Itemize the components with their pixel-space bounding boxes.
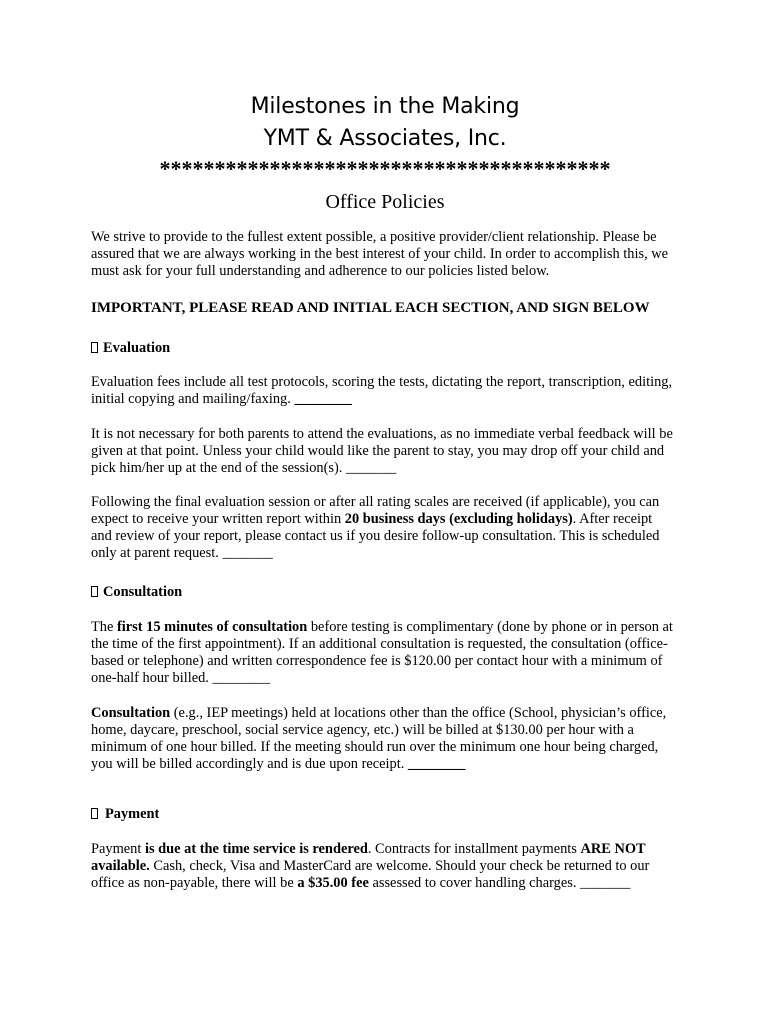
line-text: initial copying and mailing/faxing. bbox=[91, 391, 295, 407]
paragraph-line bbox=[91, 705, 666, 722]
intro-paragraph bbox=[91, 229, 668, 280]
paragraph-line: one-half hour billed. ________ bbox=[91, 670, 271, 686]
emphasis-text: Consultation bbox=[91, 705, 171, 721]
payment-terms-paragraph bbox=[91, 841, 649, 892]
line-text: (e.g., IEP meetings) held at locations other than the office (School, physician’s office, bbox=[170, 705, 667, 721]
asterisk-divider: ***************************************** bbox=[159, 156, 611, 181]
consultation-fees-paragraph bbox=[91, 619, 673, 687]
paragraph-line bbox=[91, 511, 659, 528]
evaluation-report-paragraph bbox=[91, 494, 659, 562]
line-text: before testing is complimentary (done by phone or in person at bbox=[307, 619, 673, 635]
line-text: assessed to cover handling charges. _______ bbox=[368, 875, 631, 891]
paragraph-line: given at that point. Unless your child would like the parent to stay, you may drop off your child and bbox=[91, 443, 665, 459]
line-text: office as non-payable, there will be bbox=[91, 875, 298, 891]
line-text: expect to receive your written report within bbox=[91, 511, 345, 527]
important-notice: IMPORTANT, PLEASE READ AND INITIAL EACH SECTION, AND SIGN BELOW bbox=[91, 300, 650, 316]
paragraph-line bbox=[91, 391, 672, 408]
consultation-offsite-paragraph bbox=[91, 705, 666, 773]
line-text: Payment bbox=[91, 841, 145, 857]
emphasis-text: 20 business days (excluding holidays) bbox=[344, 511, 573, 527]
checkbox-icon bbox=[91, 586, 98, 597]
intro-line: must ask for your full understanding and adherence to our policies listed below. bbox=[91, 263, 550, 279]
paragraph-line bbox=[91, 841, 649, 858]
consultation-heading-label: Consultation bbox=[103, 584, 183, 600]
emphasis-text: first 15 minutes of consultation bbox=[116, 619, 308, 635]
paragraph-line: only at parent request. _______ bbox=[91, 545, 273, 561]
evaluation-fees-paragraph bbox=[91, 374, 672, 408]
evaluation-heading bbox=[91, 340, 170, 357]
document-title: Office Policies bbox=[325, 191, 445, 213]
paragraph-line: and review of your report, please contact us if you desire follow-up consultation. This is scheduled bbox=[91, 528, 660, 544]
paragraph-line: based or telephone) and written correspondence fee is $120.00 per contact hour with a minimum of bbox=[91, 653, 663, 669]
paragraph-line bbox=[91, 858, 649, 875]
initial-blank: ________ bbox=[294, 391, 352, 407]
emphasis-text: a $35.00 fee bbox=[297, 875, 369, 891]
emphasis-text: ARE NOT bbox=[580, 841, 646, 857]
paragraph-line: minimum of one hour billed. If the meeting should run over the minimum one hour being charged, bbox=[91, 739, 659, 755]
intro-line: We strive to provide to the fullest extent possible, a positive provider/client relationship. Please be bbox=[91, 229, 657, 245]
paragraph-line: pick him/her up at the end of the session(s). _______ bbox=[91, 460, 397, 476]
paragraph-line: Evaluation fees include all test protocols, scoring the tests, dictating the report, transcription, editing, bbox=[91, 374, 673, 390]
company-name: YMT & Associates, Inc. bbox=[263, 126, 507, 151]
line-text: you will be billed accordingly and is due upon receipt. bbox=[91, 756, 408, 772]
payment-heading bbox=[91, 806, 159, 823]
line-text: Cash, check, Visa and MasterCard are welcome. Should your check be returned to our bbox=[149, 858, 650, 874]
line-text: The bbox=[91, 619, 117, 635]
line-text: . After receipt bbox=[572, 511, 653, 527]
paragraph-line bbox=[91, 875, 649, 892]
intro-line: assured that we are always working in the best interest of your child. In order to accomplish this, we bbox=[91, 246, 669, 262]
line-text: . Contracts for installment payments bbox=[367, 841, 581, 857]
paragraph-line bbox=[91, 756, 666, 773]
evaluation-attendance-paragraph bbox=[91, 426, 673, 477]
practice-name: Milestones in the Making bbox=[250, 94, 520, 119]
paragraph-line bbox=[91, 619, 673, 636]
paragraph-line: the time of the first appointment). If an additional consultation is requested, the consultation (office- bbox=[91, 636, 668, 652]
checkbox-icon bbox=[91, 342, 98, 353]
paragraph-line: home, daycare, preschool, social service agency, etc.) will be billed at $130.00 per hour with a bbox=[91, 722, 634, 738]
emphasis-text: available. bbox=[91, 858, 150, 874]
payment-heading-label: Payment bbox=[105, 806, 160, 822]
paragraph-line: It is not necessary for both parents to attend the evaluations, as no immediate verbal feedback will be bbox=[91, 426, 673, 442]
evaluation-heading-label: Evaluation bbox=[103, 340, 171, 356]
initial-blank: ________ bbox=[407, 756, 466, 772]
paragraph-line: Following the final evaluation session or after all rating scales are received (if applicable), you can bbox=[91, 494, 660, 510]
emphasis-text: is due at the time service is rendered bbox=[144, 841, 368, 857]
checkbox-icon bbox=[91, 808, 98, 819]
consultation-heading bbox=[91, 584, 182, 601]
